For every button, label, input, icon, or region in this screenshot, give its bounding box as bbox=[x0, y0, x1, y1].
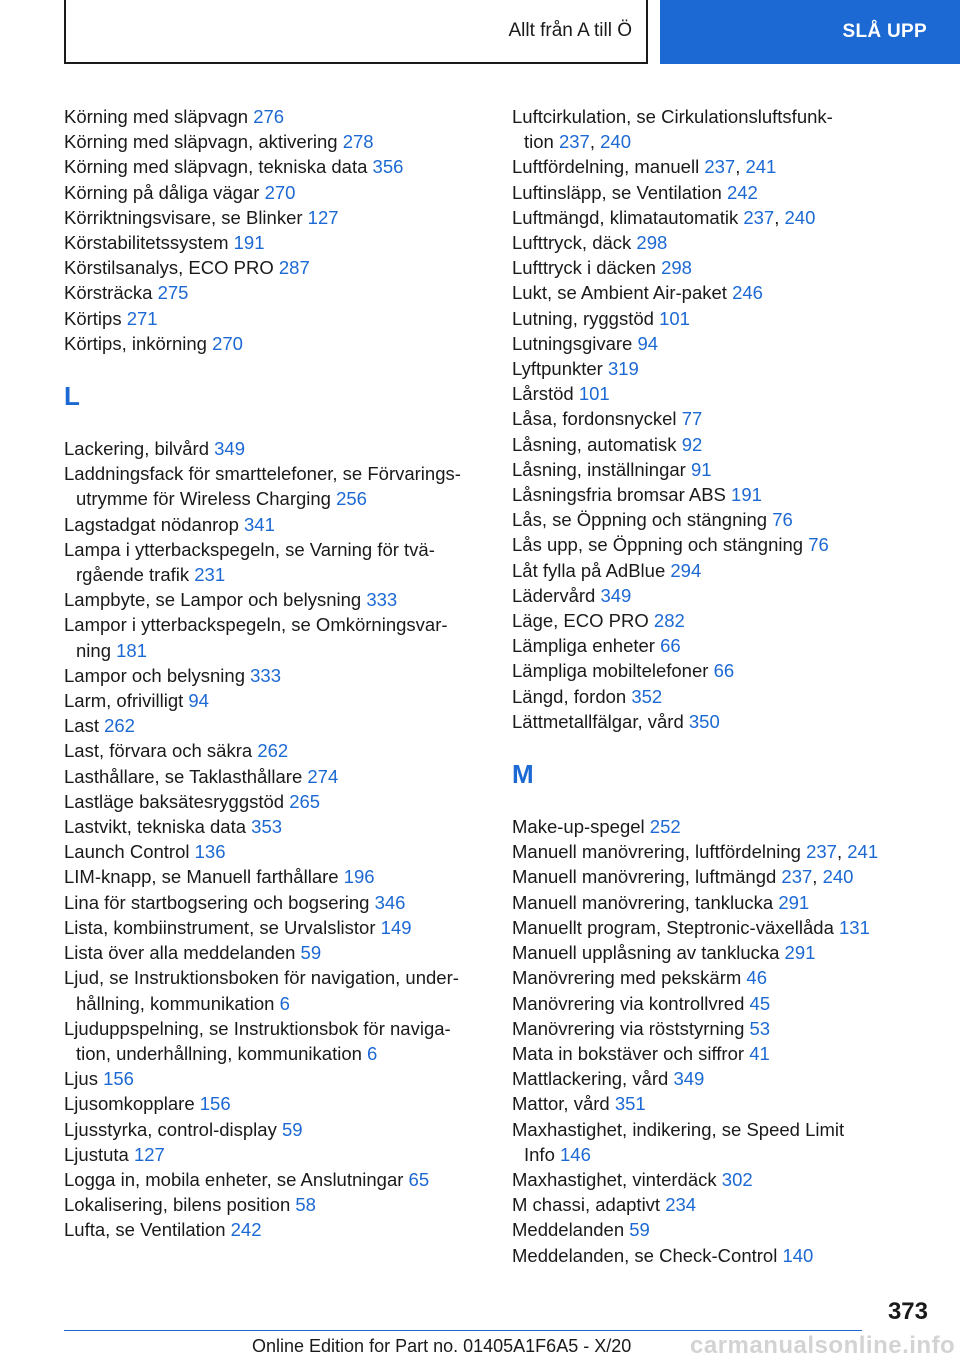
index-entry bbox=[64, 129, 484, 154]
index-entry-text: Ljustuta bbox=[64, 1143, 129, 1165]
index-entry-text: utrymme för Wireless Charging bbox=[76, 488, 331, 510]
index-entry-text: Maxhastighet, indikering, se Speed Limit bbox=[512, 1118, 845, 1140]
index-entry bbox=[64, 688, 484, 713]
index-entry bbox=[64, 280, 484, 305]
index-entry-text: Mata in bokstäver och siffror bbox=[512, 1042, 745, 1064]
page-reference-link[interactable]: 351 bbox=[614, 1093, 646, 1115]
page-reference-link[interactable]: 242 bbox=[230, 1219, 262, 1241]
section-title: Allt från A till Ö bbox=[508, 20, 632, 41]
index-entry-text: Lutning, ryggstöd bbox=[512, 307, 654, 329]
index-entry-text: Mattor, vård bbox=[512, 1093, 610, 1115]
page-reference-link[interactable]: 181 bbox=[116, 639, 147, 661]
page-reference-link[interactable]: 59 bbox=[629, 1219, 650, 1241]
index-entry-text: Ljusomkopplare bbox=[64, 1093, 195, 1115]
index-entry bbox=[512, 915, 912, 940]
page-reference-link[interactable]: 246 bbox=[732, 282, 763, 304]
page-reference-link[interactable]: 156 bbox=[103, 1068, 134, 1090]
index-entry bbox=[512, 814, 912, 839]
page-reference-link[interactable]: 149 bbox=[380, 916, 412, 938]
index-entry bbox=[64, 738, 484, 763]
index-entry-text: Låsning, inställningar bbox=[512, 458, 686, 480]
index-entry-text: Körtips bbox=[64, 307, 122, 329]
page-reference-link[interactable]: 352 bbox=[631, 685, 663, 707]
index-entry bbox=[512, 356, 912, 381]
index-entry-text: Lufta, se Ventilation bbox=[64, 1219, 226, 1241]
page-reference-link[interactable]: 196 bbox=[343, 866, 375, 888]
index-entry bbox=[512, 583, 912, 608]
page-reference-link[interactable]: 94 bbox=[637, 332, 659, 354]
index-column-left bbox=[64, 104, 484, 1243]
index-entry-text: Körning på dåliga vägar bbox=[64, 181, 260, 203]
index-entry bbox=[512, 1041, 912, 1066]
index-entry bbox=[512, 255, 912, 280]
page-reference-link[interactable]: 136 bbox=[194, 841, 226, 863]
index-entry-text: Låsa, fordonsnyckel bbox=[512, 408, 677, 430]
index-entry-text: Last bbox=[64, 715, 99, 737]
page-reference-link[interactable]: 191 bbox=[233, 232, 265, 254]
page-reference-link[interactable]: 242 bbox=[726, 181, 758, 203]
page-reference-link[interactable]: 6 bbox=[367, 1042, 378, 1064]
page-reference-link[interactable]: 333 bbox=[366, 589, 398, 611]
page-reference-link[interactable]: 77 bbox=[681, 408, 703, 430]
index-entry bbox=[64, 839, 484, 864]
index-entry bbox=[64, 864, 484, 889]
page-reference-link[interactable]: 298 bbox=[636, 232, 668, 254]
index-entry bbox=[64, 1167, 484, 1192]
index-entry-text: Meddelanden bbox=[512, 1219, 625, 1241]
page-reference-link[interactable]: 66 bbox=[713, 660, 735, 682]
page-number: 373 bbox=[887, 1298, 928, 1325]
index-letter-heading: L bbox=[64, 381, 80, 412]
index-entry bbox=[64, 612, 484, 662]
index-entry bbox=[64, 940, 484, 965]
page-reference-link[interactable]: 241 bbox=[847, 841, 879, 863]
page-reference-link[interactable]: 319 bbox=[607, 358, 639, 380]
page-reference-link[interactable]: 278 bbox=[342, 131, 374, 153]
index-entry bbox=[64, 915, 484, 940]
page-reference-link[interactable]: 237 bbox=[743, 206, 775, 228]
index-entry-text: Meddelanden, se Check-Control bbox=[512, 1244, 778, 1266]
index-entry bbox=[64, 1091, 484, 1116]
section-title-box bbox=[64, 0, 648, 64]
index-entry: Manuell manövrering, luftmängd 237, 240 bbox=[512, 866, 854, 888]
index-entry-text: Manövrering med pekskärm bbox=[512, 967, 742, 989]
page-reference-link[interactable]: 91 bbox=[690, 458, 712, 480]
page-reference-link[interactable]: 146 bbox=[560, 1143, 591, 1165]
index-entry bbox=[64, 205, 484, 230]
index-entry bbox=[512, 482, 912, 507]
page-reference-link[interactable]: 45 bbox=[749, 992, 771, 1014]
page-reference-link[interactable]: 350 bbox=[688, 710, 720, 732]
index-entry-text: Lämpliga mobiltelefoner bbox=[512, 660, 709, 682]
index-entry bbox=[64, 255, 484, 280]
index-entry-text: Körning med släpvagn bbox=[64, 106, 249, 127]
index-entry bbox=[512, 608, 912, 633]
index-entry-text: Manuell manövrering, luftfördelning bbox=[512, 841, 801, 863]
index-entry-text: tion, underhållning, kommunikation bbox=[76, 1042, 362, 1064]
page-reference-link[interactable]: 271 bbox=[126, 307, 158, 329]
index-entry-text: Läge, ECO PRO bbox=[512, 610, 649, 632]
index-entry bbox=[512, 940, 912, 965]
index-entry-text: Lagstadgat nödanrop bbox=[64, 513, 239, 535]
index-entry-text: Ljuduppspelning, se Instruktionsbok för naviga- bbox=[64, 1017, 451, 1039]
index-entry-text: Körstilsanalys, ECO PRO bbox=[64, 257, 274, 279]
page-reference-link[interactable]: 59 bbox=[281, 1118, 303, 1140]
page-reference-link[interactable]: 274 bbox=[307, 765, 339, 787]
index-entry bbox=[64, 461, 484, 511]
page-reference-link[interactable]: 59 bbox=[300, 942, 322, 964]
index-entry-text: Körning med släpvagn, aktivering bbox=[64, 131, 338, 153]
index-entry-text: Lastvikt, tekniska data bbox=[64, 816, 247, 838]
index-entry-text: Lädervård bbox=[512, 584, 596, 606]
page-reference-link[interactable]: 294 bbox=[670, 559, 702, 581]
page-reference-link[interactable]: 156 bbox=[199, 1093, 231, 1115]
index-entry-text: Ljusstyrka, control-display bbox=[64, 1118, 277, 1140]
page-reference-link[interactable]: 298 bbox=[661, 257, 692, 279]
index-entry bbox=[64, 537, 484, 587]
index-entry-text: Lampor i ytterbackspegeln, se Omkörningsvar- bbox=[64, 614, 448, 636]
page-reference-link[interactable]: 240 bbox=[822, 866, 854, 888]
index-entry-text: Lås upp, se Öppning och stängning bbox=[512, 534, 804, 556]
page-reference-link[interactable]: 349 bbox=[600, 584, 632, 606]
index-entry bbox=[64, 764, 484, 789]
page-reference-link[interactable]: 131 bbox=[839, 916, 870, 938]
index-entry-text: Körstabilitetssystem bbox=[64, 232, 229, 254]
index-entry-text: Larm, ofrivilligt bbox=[64, 690, 184, 712]
index-entry bbox=[64, 1192, 484, 1217]
index-entry bbox=[64, 180, 484, 205]
page-reference-link[interactable]: 101 bbox=[659, 307, 690, 329]
index-entry-text: Ljus bbox=[64, 1068, 98, 1090]
index-entry bbox=[512, 1016, 912, 1041]
index-entry-text: Manövrering via röststyrning bbox=[512, 1017, 745, 1039]
page-reference-link[interactable]: 291 bbox=[784, 942, 816, 964]
page-reference-link[interactable]: 241 bbox=[745, 156, 777, 178]
page-reference-link[interactable]: 92 bbox=[681, 433, 703, 455]
index-entry bbox=[512, 1066, 912, 1091]
index-entry bbox=[512, 1117, 912, 1167]
index-entry-text: Lista över alla meddelanden bbox=[64, 942, 296, 964]
index-entry bbox=[512, 406, 912, 431]
page-reference-link[interactable]: 349 bbox=[673, 1068, 705, 1090]
index-entry bbox=[512, 230, 912, 255]
page-reference-link[interactable]: 237 bbox=[704, 156, 736, 178]
index-entry bbox=[64, 587, 484, 612]
index-entry bbox=[64, 1117, 484, 1142]
index-entry-text: Lättmetallfälgar, vård bbox=[512, 710, 684, 732]
index-entry-text: Manuell manövrering, luftmängd bbox=[512, 866, 777, 888]
index-entry-text: Körsträcka bbox=[64, 282, 153, 304]
index-entry bbox=[512, 709, 912, 734]
index-entry bbox=[64, 512, 484, 537]
index-entry-text: Last, förvara och säkra bbox=[64, 740, 253, 762]
index-entry bbox=[64, 663, 484, 688]
index-entry-text: Logga in, mobila enheter, se Anslutningar bbox=[64, 1168, 404, 1190]
footer-divider bbox=[64, 1330, 862, 1331]
index-entry-text: Lampa i ytterbackspegeln, se Varning för tvä- bbox=[64, 538, 435, 560]
index-entry bbox=[64, 1066, 484, 1091]
page-reference-link[interactable]: 41 bbox=[749, 1042, 770, 1064]
page-reference-link[interactable]: 76 bbox=[808, 534, 829, 556]
index-entry-text: Låt fylla på AdBlue bbox=[512, 559, 666, 581]
index-entry bbox=[64, 789, 484, 814]
index-entry bbox=[512, 658, 912, 683]
index-entry-text: Manuell manövrering, tanklucka bbox=[512, 891, 774, 913]
index-entry bbox=[64, 1016, 484, 1066]
index-entry bbox=[512, 457, 912, 482]
page-reference-link[interactable]: 6 bbox=[279, 992, 290, 1014]
index-entry-text: Manuell upplåsning av tanklucka bbox=[512, 942, 780, 964]
index-entry bbox=[512, 633, 912, 658]
page-reference-link[interactable]: 46 bbox=[746, 967, 767, 989]
index-entry bbox=[512, 1217, 912, 1242]
page-reference-link[interactable]: 262 bbox=[104, 715, 135, 737]
index-entry-text: Launch Control bbox=[64, 841, 190, 863]
index-entry-text: Maxhastighet, vinterdäck bbox=[512, 1168, 717, 1190]
page-reference-link[interactable]: 252 bbox=[649, 816, 681, 838]
index-entry bbox=[512, 532, 912, 557]
page-reference-link[interactable]: 356 bbox=[372, 156, 404, 178]
index-entry-text: Lås, se Öppning och stängning bbox=[512, 509, 768, 531]
index-entry-text: Lampor och belysning bbox=[64, 664, 245, 686]
index-entry-text: Lackering, bilvård bbox=[64, 438, 209, 460]
index-entry bbox=[512, 1192, 912, 1217]
index-entry-text: Körriktningsvisare, se Blinker bbox=[64, 206, 303, 228]
index-entry: Manuell manövrering, luftfördelning 237, 241 bbox=[512, 841, 879, 863]
index-entry bbox=[64, 814, 484, 839]
index-entry-text: Låsning, automatisk bbox=[512, 433, 677, 455]
index-entry bbox=[64, 331, 484, 356]
index-entry bbox=[512, 507, 912, 532]
index-entry bbox=[64, 104, 484, 129]
look-up-button[interactable]: SLÅ UPP bbox=[660, 0, 960, 64]
page-reference-link[interactable]: 234 bbox=[665, 1194, 697, 1216]
index-entry bbox=[512, 684, 912, 709]
page-reference-link[interactable]: 276 bbox=[253, 106, 285, 127]
page-reference-link[interactable]: 291 bbox=[778, 891, 810, 913]
index-entry-text: Lina för startbogsering och bogsering bbox=[64, 891, 370, 913]
index-column-right bbox=[512, 104, 912, 1268]
index-entry bbox=[512, 280, 912, 305]
index-entry-text: Laddningsfack för smarttelefoner, se Förvarings- bbox=[64, 463, 461, 485]
index-entry bbox=[512, 991, 912, 1016]
page-reference-link[interactable]: 101 bbox=[578, 383, 610, 405]
page-reference-link[interactable]: 265 bbox=[289, 790, 321, 812]
index-entry-text: Låsningsfria bromsar ABS bbox=[512, 484, 726, 506]
index-entry-text: Luftcirkulation, se Cirkulationsluftsfunk- bbox=[512, 106, 833, 127]
index-entry bbox=[512, 1167, 912, 1192]
page-reference-link[interactable]: 140 bbox=[782, 1244, 814, 1266]
index-entry-text: Lastläge baksätesryggstöd bbox=[64, 790, 285, 812]
index-entry-text: rgående trafik bbox=[76, 564, 190, 586]
index-entry-text: Lukt, se Ambient Air-paket bbox=[512, 282, 727, 304]
index-entry bbox=[512, 558, 912, 583]
page-reference-link[interactable]: 76 bbox=[772, 509, 793, 531]
index-entry-text: Längd, fordon bbox=[512, 685, 627, 707]
page-reference-link[interactable]: 65 bbox=[408, 1168, 430, 1190]
index-entry-text: Lårstöd bbox=[512, 383, 574, 405]
index-entry-text: M chassi, adaptivt bbox=[512, 1194, 661, 1216]
index-entry bbox=[512, 381, 912, 406]
index-entry-text: Ljud, se Instruktionsboken för navigation, under- bbox=[64, 967, 459, 989]
index-entry bbox=[64, 965, 484, 1015]
page-reference-link[interactable]: 240 bbox=[784, 206, 816, 228]
index-entry-text: Körtips, inkörning bbox=[64, 332, 207, 354]
index-entry bbox=[512, 432, 912, 457]
index-entry-text: Luftfördelning, manuell bbox=[512, 156, 700, 178]
index-entry-text: hållning, kommunikation bbox=[76, 992, 275, 1014]
index-entry: Luftcirkulation, se Cirkulationsluftsfunk- tion 237, 240 bbox=[512, 106, 833, 153]
page-reference-link[interactable]: 333 bbox=[250, 664, 282, 686]
index-entry bbox=[64, 1142, 484, 1167]
page-reference-link[interactable]: 66 bbox=[660, 635, 681, 657]
index-entry-text: Lufttryck i däcken bbox=[512, 257, 656, 279]
page-reference-link[interactable]: 302 bbox=[721, 1168, 753, 1190]
page-reference-link[interactable]: 341 bbox=[244, 513, 275, 535]
page-reference-link[interactable]: 127 bbox=[133, 1143, 165, 1165]
index-entry-text: tion bbox=[524, 131, 554, 153]
page-reference-link[interactable]: 191 bbox=[731, 484, 762, 506]
page-reference-link[interactable]: 353 bbox=[251, 816, 283, 838]
page-reference-link[interactable]: 240 bbox=[600, 131, 631, 153]
page-reference-link[interactable]: 270 bbox=[264, 181, 296, 203]
index-entry-text: Mattlackering, vård bbox=[512, 1068, 669, 1090]
index-entry bbox=[64, 436, 484, 461]
index-entry bbox=[512, 1243, 912, 1268]
page-reference-link[interactable]: 237 bbox=[781, 866, 813, 888]
index-entry bbox=[512, 306, 912, 331]
index-entry-text: Lista, kombiinstrument, se Urvalslistor bbox=[64, 916, 376, 938]
page-reference-link[interactable]: 231 bbox=[194, 564, 226, 586]
page-reference-link[interactable]: 282 bbox=[653, 610, 685, 632]
page-reference-link[interactable]: 346 bbox=[374, 891, 406, 913]
index-entry-text: Make-up-spegel bbox=[512, 816, 645, 838]
watermark: carmanualsonline.info bbox=[690, 1332, 956, 1359]
index-entry-text: Lyftpunkter bbox=[512, 358, 603, 380]
page-reference-link[interactable]: 58 bbox=[295, 1194, 316, 1216]
page-reference-link[interactable]: 270 bbox=[212, 332, 243, 354]
index-entry-text: Info bbox=[524, 1143, 555, 1165]
index-entry bbox=[512, 965, 912, 990]
edition-footer: Online Edition for Part no. 01405A1F6A5 - X/20 bbox=[252, 1336, 632, 1356]
index-entry: Luftmängd, klimatautomatik 237, 240 bbox=[512, 206, 816, 228]
page-reference-link[interactable]: 349 bbox=[214, 438, 246, 460]
index-entry bbox=[512, 180, 912, 205]
page-reference-link[interactable]: 237 bbox=[806, 841, 837, 863]
page-reference-link[interactable]: 287 bbox=[278, 257, 310, 279]
index-entry bbox=[64, 713, 484, 738]
index-entry bbox=[512, 1091, 912, 1116]
index-entry-text: Lokalisering, bilens position bbox=[64, 1194, 291, 1216]
page-reference-link[interactable]: 53 bbox=[749, 1017, 771, 1039]
page-reference-link[interactable]: 127 bbox=[307, 206, 339, 228]
index-entry-text: Luftmängd, klimatautomatik bbox=[512, 206, 739, 228]
page-reference-link[interactable]: 275 bbox=[157, 282, 189, 304]
index-entry-text: Luftinsläpp, se Ventilation bbox=[512, 181, 722, 203]
index-entry-text: Lasthållare, se Taklasthållare bbox=[64, 765, 303, 787]
index-entry-text: Manuellt program, Steptronic-växellåda bbox=[512, 916, 834, 938]
index-entry bbox=[512, 331, 912, 356]
page-reference-link[interactable]: 94 bbox=[188, 690, 209, 712]
index-entry bbox=[64, 306, 484, 331]
index-entry-text: Lämpliga enheter bbox=[512, 635, 655, 657]
index-entry bbox=[512, 890, 912, 915]
index-entry-text: Lufttryck, däck bbox=[512, 232, 632, 254]
index-entry bbox=[64, 890, 484, 915]
index-letter-heading: M bbox=[512, 759, 534, 790]
page-reference-link[interactable]: 262 bbox=[257, 740, 289, 762]
index-entry-text: Lutningsgivare bbox=[512, 332, 633, 354]
index-entry: Luftfördelning, manuell 237, 241 bbox=[512, 156, 777, 178]
index-entry-text: Manövrering via kontrollvred bbox=[512, 992, 745, 1014]
index-entry-text: ning bbox=[76, 639, 111, 661]
index-entry-text: Lampbyte, se Lampor och belysning bbox=[64, 589, 362, 611]
index-entry-text: Körning med släpvagn, tekniska data bbox=[64, 156, 368, 178]
page-reference-link[interactable]: 237 bbox=[558, 131, 590, 153]
index-entry bbox=[64, 1217, 484, 1242]
index-entry bbox=[64, 230, 484, 255]
index-entry bbox=[64, 154, 484, 179]
page-reference-link[interactable]: 256 bbox=[336, 488, 367, 510]
index-entry-text: LIM-knapp, se Manuell farthållare bbox=[64, 866, 339, 888]
